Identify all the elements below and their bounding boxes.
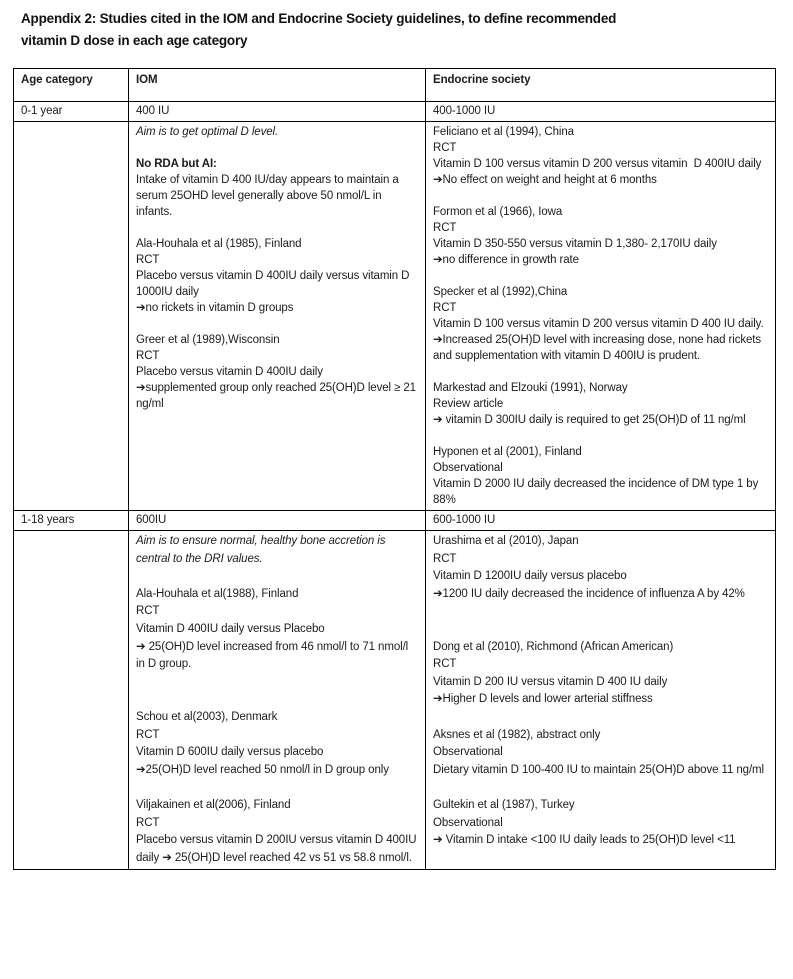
text-line: Ala-Houhala et al(1988), Finland bbox=[136, 587, 299, 600]
iom-detail-cell bbox=[129, 531, 426, 870]
text-line: ➔ Vitamin D intake <100 IU daily leads to 25(OH)D level <11 bbox=[433, 834, 736, 847]
text-line: ➔ 25(OH)D level increased from 46 nmol/l to 71 nmol/l in D group. bbox=[136, 640, 412, 671]
text-line: RCT bbox=[433, 302, 457, 314]
blank-line bbox=[433, 603, 768, 621]
title-line-1: Appendix 2: Studies cited in the IOM and Endocrine Society guidelines, to define recommended bbox=[21, 11, 617, 26]
text-line: RCT bbox=[136, 605, 160, 618]
text-line: Placebo versus vitamin D 400IU daily versus vitamin D 1000IU daily bbox=[136, 270, 413, 298]
blank-line bbox=[136, 779, 418, 797]
iom-dose-cell: 400 IU bbox=[129, 102, 426, 122]
text-line: RCT bbox=[433, 658, 457, 671]
text-line: No RDA but AI: bbox=[136, 158, 217, 170]
text-line: ➔25(OH)D level reached 50 nmol/l in D group only bbox=[136, 763, 389, 776]
text-line: ➔Higher D levels and lower arterial stiffness bbox=[433, 693, 653, 706]
text-line: Viljakainen et al(2006), Finland bbox=[136, 798, 291, 811]
text-line: Placebo versus vitamin D 400IU daily bbox=[136, 366, 323, 378]
text-line: Formon et al (1966), Iowa bbox=[433, 206, 563, 218]
title-line-2: vitamin D dose in each age category bbox=[21, 33, 248, 48]
iom-dose-cell: 600IU bbox=[129, 511, 426, 531]
age-category-empty-cell bbox=[14, 122, 129, 511]
text-line: Observational bbox=[433, 816, 503, 829]
header-iom: IOM bbox=[129, 69, 426, 102]
text-line: Vitamin D 2000 IU daily decreased the incidence of DM type 1 by 88% bbox=[433, 478, 762, 506]
text-line: RCT bbox=[136, 254, 160, 266]
blank-line bbox=[136, 674, 418, 692]
text-line: Vitamin D 350-550 versus vitamin D 1,380- 2,170IU daily bbox=[433, 238, 717, 250]
text-line: Urashima et al (2010), Japan bbox=[433, 535, 579, 547]
table-body bbox=[14, 102, 776, 870]
text-line: Placebo versus vitamin D 200IU versus vitamin D 400IU daily ➔ 25(OH)D level reached 42 vs 51 vs 58.8 nmol/l. bbox=[136, 834, 420, 864]
text-line: Vitamin D 100 versus vitamin D 200 versus vitamin D 400 IU daily. bbox=[433, 318, 764, 330]
text-line: Greer et al (1989),Wisconsin bbox=[136, 334, 280, 346]
studies-table bbox=[13, 68, 776, 870]
endocrine-detail-cell bbox=[426, 531, 776, 870]
blank-line bbox=[136, 691, 418, 709]
text-line: Gultekin et al (1987), Turkey bbox=[433, 798, 575, 811]
header-endocrine-society: Endocrine society bbox=[426, 69, 776, 102]
text-line: Intake of vitamin D 400 IU/day appears to maintain a serum 25OHD level generally above 50 nmol/L in infants. bbox=[136, 174, 402, 218]
blank-line bbox=[136, 316, 418, 332]
text-line: Vitamin D 100 versus vitamin D 200 versus vitamin D 400IU daily bbox=[433, 158, 762, 170]
text-line: Aksnes et al (1982), abstract only bbox=[433, 728, 601, 741]
blank-line bbox=[433, 709, 768, 727]
text-line: Vitamin D 600IU daily versus placebo bbox=[136, 746, 324, 759]
text-line: ➔no rickets in vitamin D groups bbox=[136, 302, 294, 314]
blank-line bbox=[433, 268, 768, 284]
age-category-cell: 0-1 year bbox=[14, 102, 129, 122]
text-line: Dietary vitamin D 100-400 IU to maintain 25(OH)D above 11 ng/ml bbox=[433, 763, 764, 776]
text-line: Vitamin D 1200IU daily versus placebo bbox=[433, 570, 627, 583]
text-line: Hyponen et al (2001), Finland bbox=[433, 446, 582, 458]
text-line: RCT bbox=[136, 728, 160, 741]
text-line: Vitamin D 200 IU versus vitamin D 400 IU daily bbox=[433, 675, 668, 688]
text-line: RCT bbox=[136, 350, 160, 362]
text-line: RCT bbox=[136, 816, 160, 829]
table-header-row bbox=[14, 69, 776, 102]
text-line: Vitamin D 400IU daily versus Placebo bbox=[136, 622, 325, 635]
text-line: Review article bbox=[433, 398, 504, 410]
detail-row bbox=[14, 122, 776, 511]
iom-detail-cell bbox=[129, 122, 426, 511]
text-line: Ala-Houhala et al (1985), Finland bbox=[136, 238, 302, 250]
text-line: Observational bbox=[433, 462, 503, 474]
text-line: Dong et al (2010), Richmond (African American) bbox=[433, 640, 674, 653]
blank-line bbox=[433, 779, 768, 797]
dose-row bbox=[14, 511, 776, 531]
age-category-cell: 1-18 years bbox=[14, 511, 129, 531]
text-line: Markestad and Elzouki (1991), Norway bbox=[433, 382, 628, 394]
header-age-category: Age category bbox=[14, 69, 129, 102]
blank-line bbox=[136, 568, 418, 586]
blank-line bbox=[433, 428, 768, 444]
text-line: RCT bbox=[433, 222, 457, 234]
text-line: ➔supplemented group only reached 25(OH)D level ≥ 21 ng/ml bbox=[136, 382, 420, 410]
detail-row bbox=[14, 531, 776, 870]
endocrine-dose-cell: 600-1000 IU bbox=[426, 511, 776, 531]
dose-row bbox=[14, 102, 776, 122]
text-line: Aim is to get optimal D level. bbox=[136, 126, 279, 138]
text-line: RCT bbox=[433, 142, 457, 154]
blank-line bbox=[433, 188, 768, 204]
blank-line bbox=[433, 621, 768, 639]
blank-line bbox=[136, 220, 418, 236]
text-line: ➔ vitamin D 300IU daily is required to get 25(OH)D of 11 ng/ml bbox=[433, 414, 746, 426]
text-line: ➔Increased 25(OH)D level with increasing dose, none had rickets and supplementation with vitamin D 400IU is prudent. bbox=[433, 334, 765, 362]
blank-line bbox=[136, 140, 418, 156]
blank-line bbox=[433, 364, 768, 380]
text-line: Specker et al (1992),China bbox=[433, 286, 568, 298]
text-line: Observational bbox=[433, 746, 503, 759]
page-title bbox=[21, 8, 616, 52]
text-line: Feliciano et al (1994), China bbox=[433, 126, 574, 138]
text-line: Aim is to ensure normal, healthy bone accretion is central to the DRI values. bbox=[136, 535, 389, 565]
endocrine-dose-cell: 400-1000 IU bbox=[426, 102, 776, 122]
age-category-empty-cell bbox=[14, 531, 129, 870]
text-line: ➔no difference in growth rate bbox=[433, 254, 579, 266]
text-line: Schou et al(2003), Denmark bbox=[136, 710, 278, 723]
endocrine-detail-cell bbox=[426, 122, 776, 511]
text-line: RCT bbox=[433, 552, 457, 565]
text-line: ➔1200 IU daily decreased the incidence of influenza A by 42% bbox=[433, 587, 745, 600]
text-line: ➔No effect on weight and height at 6 months bbox=[433, 174, 657, 186]
